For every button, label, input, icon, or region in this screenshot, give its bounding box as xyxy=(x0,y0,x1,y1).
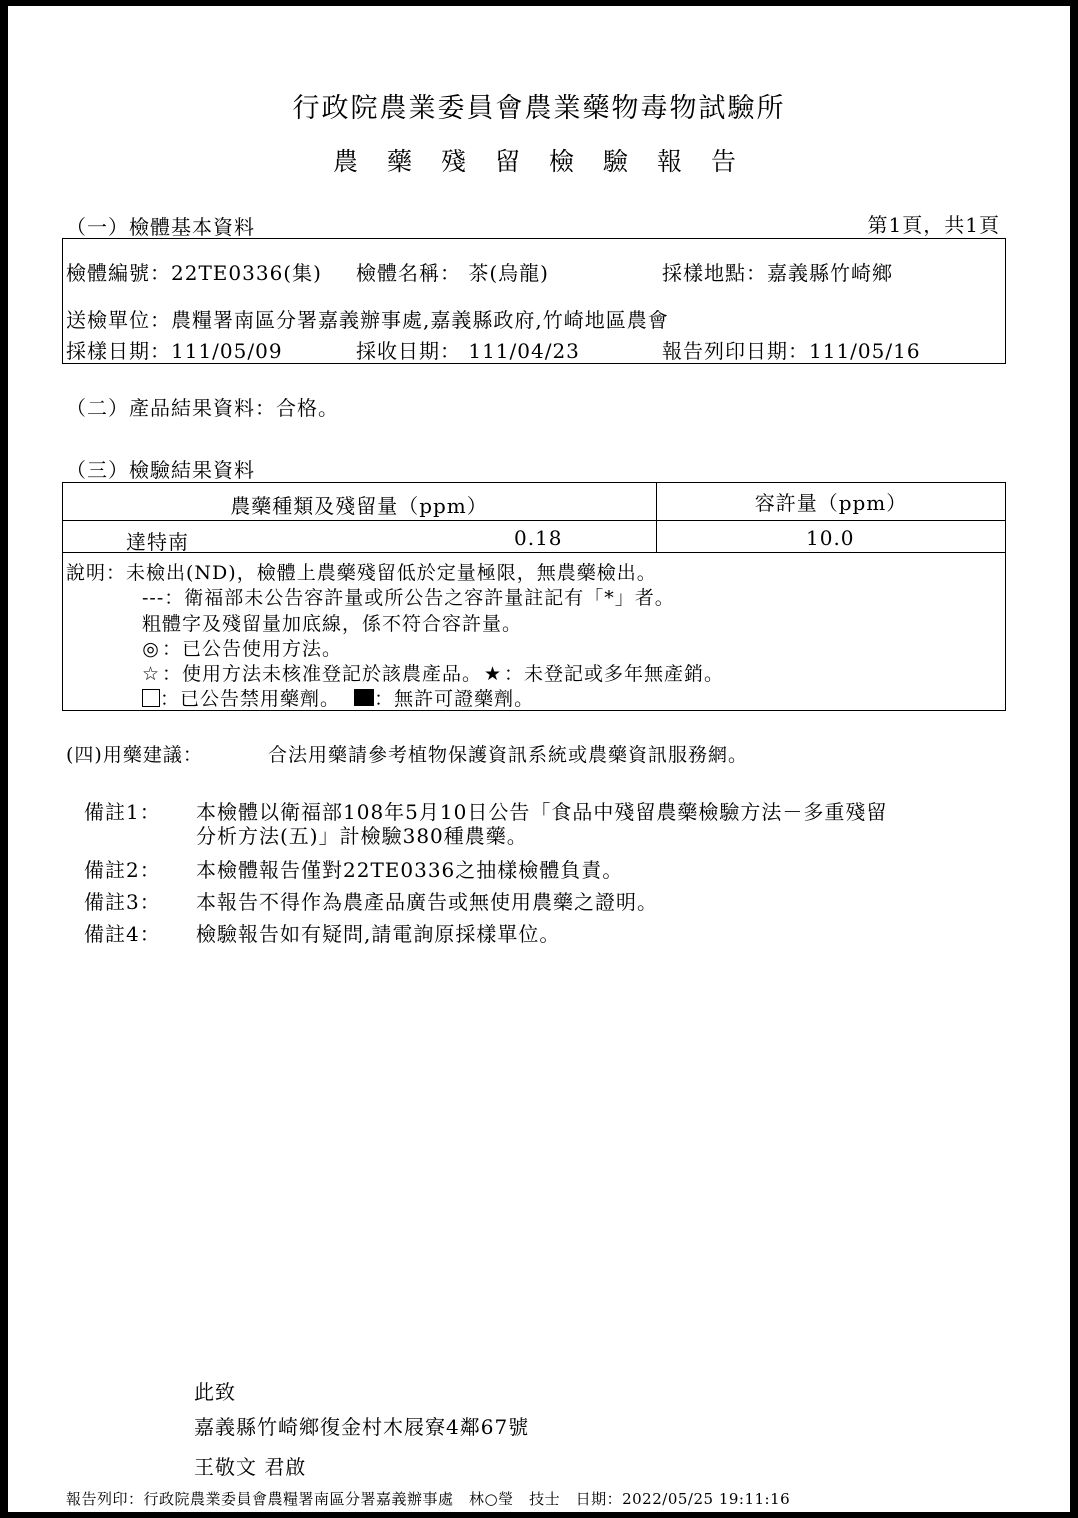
submitter: 農糧署南區分署嘉義辦事處,嘉義縣政府,竹崎地區農會 xyxy=(171,308,669,332)
empty-square-icon xyxy=(142,689,160,707)
organization-name: 行政院農業委員會農業藥物毒物試驗所 xyxy=(292,93,786,124)
location: 嘉義縣竹崎鄉 xyxy=(767,261,893,285)
notes-line5: ☆ ：使用方法未核准登記於該農產品。 ★ ：未登記或多年無產銷。 xyxy=(141,663,725,685)
col-header-residue: 農藥種類及殘留量（ppm） xyxy=(230,494,488,518)
sample-date-label: 採樣日期： xyxy=(66,339,171,363)
remark-text: 檢驗報告如有疑問,請電詢原採樣單位。 xyxy=(196,922,561,946)
notes-line4: ◎ ：已公告使用方法。 xyxy=(140,634,342,661)
sample-id-label: 檢體編號： xyxy=(66,261,171,285)
print-date-label: 報告列印日期： xyxy=(662,339,809,363)
sample-name-label: 檢體名稱： xyxy=(356,261,461,285)
print-date-row xyxy=(662,335,921,364)
usage-advice: 合法用藥請參考植物保護資訊系統或農藥資訊服務網。 xyxy=(268,744,749,766)
receive-date-label: 採收日期： xyxy=(356,339,461,363)
remark-label: 備註4： xyxy=(84,922,161,946)
black-star-icon: ★ xyxy=(483,663,503,685)
sample-id: 22TE0336(集) xyxy=(171,261,322,285)
sample-id-row xyxy=(66,257,322,286)
sample-name: 茶(烏龍) xyxy=(468,261,549,285)
remark-label: 備註2： xyxy=(84,858,161,882)
double-circle-icon: ◎ xyxy=(142,638,160,660)
sample-date: 111/05/09 xyxy=(171,339,283,363)
report-page xyxy=(8,6,1070,1512)
filled-square-icon xyxy=(354,689,374,706)
notes-line6: ：已公告禁用藥劑。 ：無許可證藥劑。 xyxy=(142,684,534,711)
salutation: 此致 xyxy=(194,1380,236,1404)
remark-text: 本檢體報告僅對22TE0336之抽樣檢體負責。 xyxy=(196,858,624,882)
tolerance-value: 10.0 xyxy=(806,526,855,550)
recipient-address: 嘉義縣竹崎鄉復金村木屐寮4鄰67號 xyxy=(194,1415,530,1439)
white-star-icon: ☆ xyxy=(141,663,161,685)
location-label: 採樣地點： xyxy=(662,261,767,285)
section3-heading: （三）檢驗結果資料 xyxy=(66,458,255,482)
location-row xyxy=(662,257,893,286)
report-title: 農藥殘留檢驗報告 xyxy=(332,147,765,176)
submitter-label: 送檢單位： xyxy=(66,308,171,332)
notes-line3: 粗體字及殘留量加底線，係不符合容許量。 xyxy=(142,613,523,635)
sample-name-row xyxy=(356,257,549,286)
receive-date-row xyxy=(356,335,580,364)
remark-label: 備註3： xyxy=(84,890,161,914)
receive-date: 111/04/23 xyxy=(468,339,580,363)
notes-line1: 說明：未檢出(ND)，檢體上農藥殘留低於定量極限，無農藥檢出。 xyxy=(66,562,657,584)
sample-date-row xyxy=(66,335,283,364)
pesticide-name: 達特南 xyxy=(126,530,189,554)
print-date: 111/05/16 xyxy=(809,339,921,363)
notes-label: 說明： xyxy=(66,562,127,584)
col-header-tolerance: 容許量（ppm） xyxy=(754,491,908,515)
page-info: 第1頁，共1頁 xyxy=(867,213,1000,237)
section1-heading: （一）檢體基本資料 xyxy=(66,215,255,239)
residue-value: 0.18 xyxy=(514,526,563,550)
section4-heading: (四)用藥建議： xyxy=(66,744,203,766)
section2-row xyxy=(66,392,339,421)
product-result: 合格。 xyxy=(276,396,339,420)
section2-heading: （二）產品結果資料： xyxy=(66,396,276,420)
remark-text: 本報告不得作為農產品廣告或無使用農藥之證明。 xyxy=(196,890,658,914)
notes-line2: ---：衛福部未公告容許量或所公告之容許量註記有「*」者。 xyxy=(142,587,675,609)
recipient-name: 王敬文 君啟 xyxy=(194,1455,307,1479)
submitter-row xyxy=(66,304,669,333)
remark-label: 備註1： xyxy=(84,800,161,824)
print-footer: 報告列印：行政院農業委員會農糧署南區分署嘉義辦事處 林○瑩 技士 日期：2022/05/25 19:11:16 xyxy=(66,1490,791,1508)
remark-text: 本檢體以衛福部108年5月10日公告「食品中殘留農藥檢驗方法－多重殘留 xyxy=(196,800,888,824)
remark-text-cont: 分析方法(五)」計檢驗380種農藥。 xyxy=(196,824,528,848)
